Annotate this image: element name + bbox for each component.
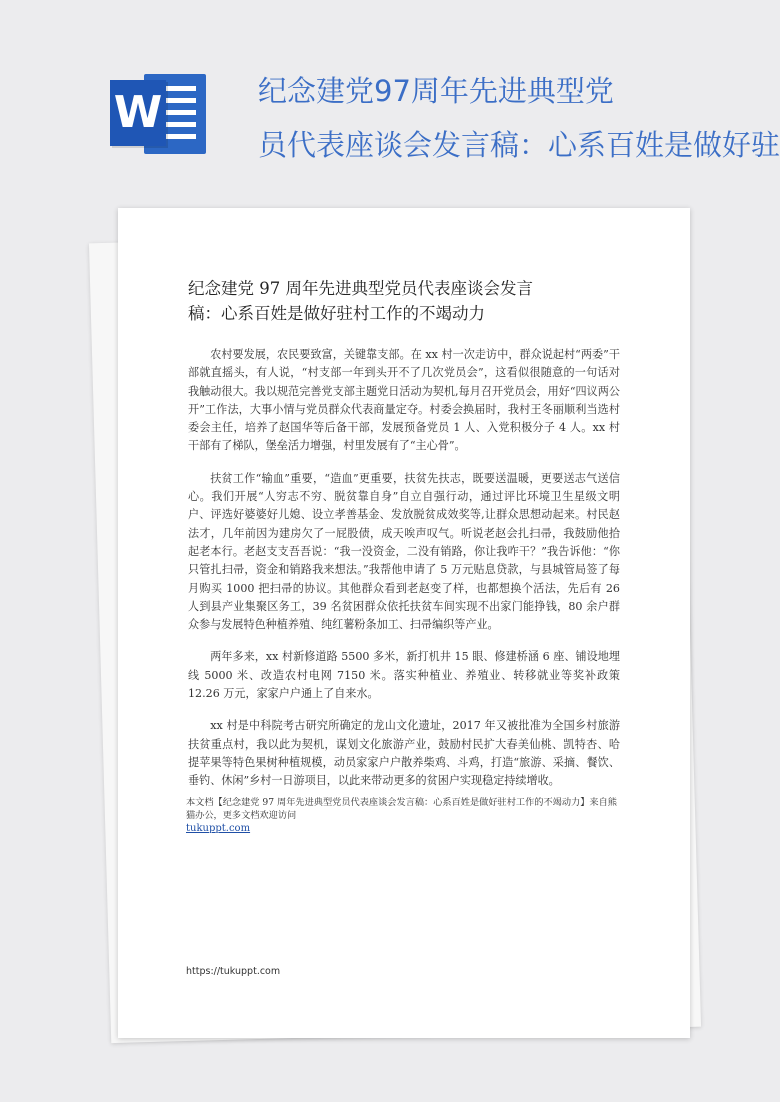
- document-body: [188, 346, 620, 805]
- paragraph-1: 农村要发展，农民要致富，关键靠支部。在 xx 村一次走访中，群众说起村“两委”干部就直摇头，有人说，“村支部一年到头开不了几次党员会”，这看似很随意的一句话对我触动很大。我以规范完善党支部主题党日活动为契机,每月召开党员会，用好“四议两公开”工作法，大事小情与党员群众代表商量定夺。村委会换届时，我村王冬丽顺利当选村委会主任，培养了赵国华等后备干部，发展预备党员 1 人、入党积极分子 4 人。xx 村干部有了梯队，堡垒活力增强，村里发展有了“主心骨”。: [188, 348, 620, 453]
- paragraph-2: 扶贫工作“输血”重要，“造血”更重要，扶贫先扶志，既要送温暖，更要送志气送信心。我们开展“人穷志不穷、脱贫靠自身”自立自强行动，通过评比环境卫生星级文明户、评选好婆婆好儿媳、设立孝善基金、发放脱贫成效奖等,让群众思想动起来。村民赵法才，几年前因为建房欠了一屁股债，成天唉声叹气。听说老赵会扎扫帚，我鼓励他拾起老本行。老赵支支吾吾说：“我一没资金，二没有销路，你让我咋干？”我告诉他：“你只管扎扫帚，资金和销路我来想法。”我帮他申请了 5 万元贴息贷款，与县城管局签了每月购买 1000 把扫帚的协议。其他群众看到老赵变了样，也都想换个活法，先后有 26 人到县产业集聚区务工，39 名贫困群众依托扶贫车间实现不出家门能挣钱，80 余户群众参与发展特色种植养殖、纯红薯粉条加工、扫帚编织等产业。: [188, 471, 620, 632]
- footer-url[interactable]: https://tukuppt.com: [186, 966, 281, 977]
- source-note-text: 本文档【纪念建党 97 周年先进典型党员代表座谈会发言稿：心系百姓是做好驻村工作的不竭动力】来自熊猫办公，更多文档欢迎访问: [186, 797, 617, 821]
- source-note: [186, 796, 626, 835]
- page-title-line-2: 员代表座谈会发言稿：心系百姓是做好驻: [258, 128, 780, 162]
- document-page: [118, 208, 690, 1038]
- paragraph-4: xx 村是中科院考古研究所确定的龙山文化遗址，2017 年又被批准为全国乡村旅游扶贫重点村，我以此为契机，谋划文化旅游产业，鼓励村民扩大春美仙桃、凯特杏、哈提苹果等特色果树种植规模，动员家家户户散养柴鸡、斗鸡，打造“旅游、采摘、餐饮、垂钓、休闲”乡村一日游项目，以此来带动更多的贫困户实现稳定持续增收。: [188, 719, 620, 788]
- document-title-line-1: 纪念建党 97 周年先进典型党员代表座谈会发言: [188, 279, 533, 298]
- page-title-line-1: 纪念建党97周年先进典型党: [258, 74, 614, 108]
- document-title-line-2: 稿：心系百姓是做好驻村工作的不竭动力: [188, 304, 485, 323]
- document-title: [188, 276, 608, 326]
- source-link[interactable]: tukuppt.com: [186, 823, 251, 834]
- word-letter: W: [110, 80, 166, 146]
- page-title: [258, 64, 780, 172]
- word-doc-icon: [110, 70, 208, 160]
- paragraph-3: 两年多来，xx 村新修道路 5500 多米，新打机井 15 眼、修建桥涵 6 座、铺设地埋线 5000 米、改造农村电网 7150 米。落实种植业、养殖业、转移就业等奖补政策 12.26 万元，家家户户通上了自来水。: [188, 650, 620, 701]
